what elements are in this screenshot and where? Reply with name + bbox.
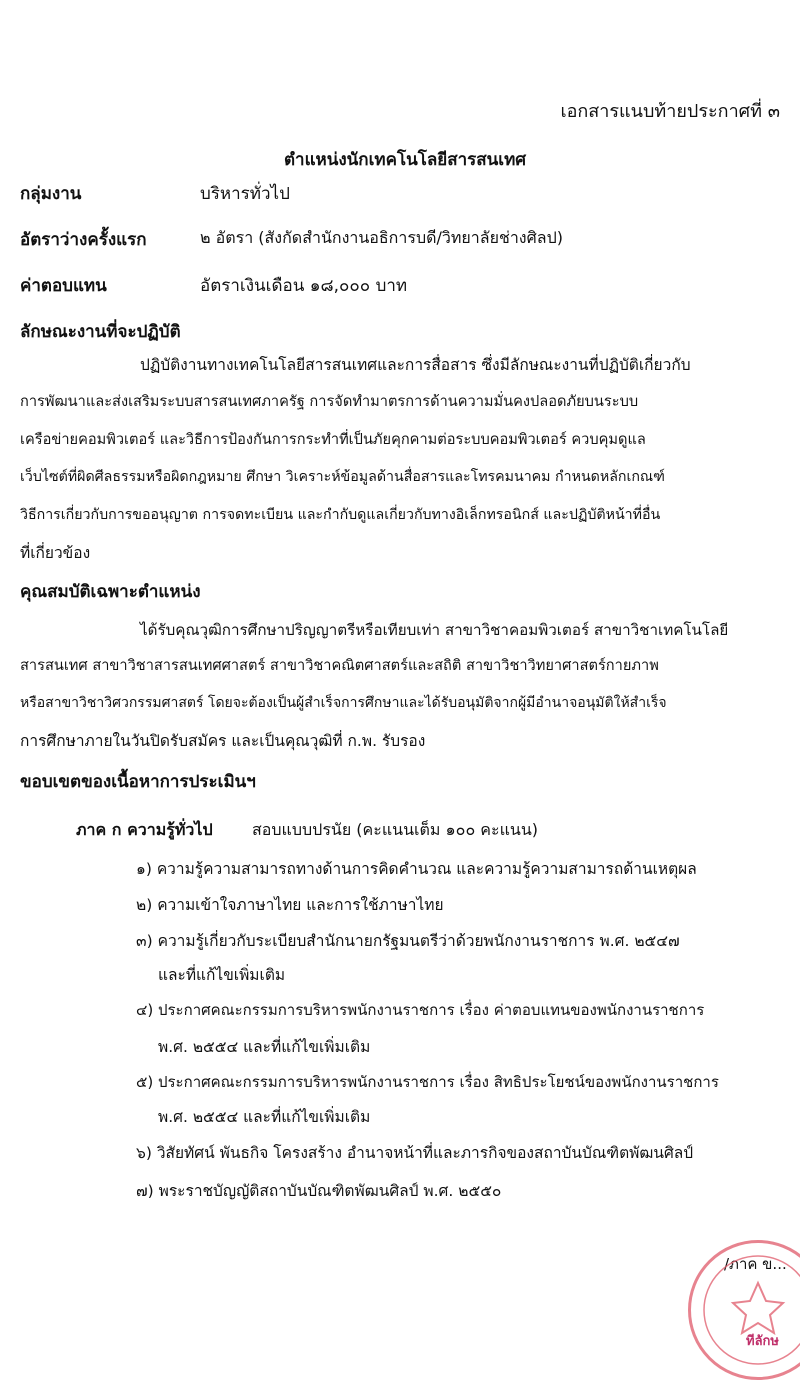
duties-line: เครือข่ายคอมพิวเตอร์ และวิธีการป้องกันการกระทำที่เป็นภัยคุกคามต่อระบบคอมพิวเตอร์ ควบคุมดูแล xyxy=(20,431,646,448)
qualification-line: การศึกษาภายในวันปิดรับสมัคร และเป็นคุณวุฒิที่ ก.พ. รับรอง xyxy=(20,732,426,750)
duties-line: การพัฒนาและส่งเสริมระบบสารสนเทศภาครัฐ การจัดทำมาตรการด้านความมั่นคงปลอดภัยบนระบบ xyxy=(20,393,639,410)
scope-item: ๗) พระราชบัญญัติสถาบันบัณฑิตพัฒนศิลป์ พ.ศ. ๒๕๕๐ xyxy=(136,1182,502,1200)
scope-heading: ขอบเขตของเนื้อหาการประเมินฯ xyxy=(20,772,256,792)
field-group-value: บริหารทั่วไป xyxy=(200,184,290,204)
qualification-line: สารสนเทศ สาขาวิชาสารสนเทศศาสตร์ สาขาวิชาคณิตศาสตร์และสถิติ สาขาวิชาวิทยาศาสตร์กายภาพ xyxy=(20,657,659,674)
scope-item-continuation: และที่แก้ไขเพิ่มเติม xyxy=(158,966,286,984)
scope-item: ๕) ประกาศคณะกรรมการบริหารพนักงานราชการ เรื่อง สิทธิประโยชน์ของพนักงานราชการ xyxy=(136,1073,719,1091)
scope-item-continuation: พ.ศ. ๒๕๕๔ และที่แก้ไขเพิ่มเติม xyxy=(158,1108,371,1126)
part-description: สอบแบบปรนัย (คะแนนเต็ม ๑๐๐ คะแนน) xyxy=(252,820,539,839)
duties-line: ที่เกี่ยวข้อง xyxy=(20,544,91,562)
scope-item: ๔) ประกาศคณะกรรมการบริหารพนักงานราชการ เรื่อง ค่าตอบแทนของพนักงานราชการ xyxy=(136,1001,705,1019)
qualification-line: ได้รับคุณวุฒิการศึกษาปริญญาตรีหรือเทียบเท่า สาขาวิชาคอมพิวเตอร์ สาขาวิชาเทคโนโลยี xyxy=(140,621,729,639)
scope-item: ๒) ความเข้าใจภาษาไทย และการใช้ภาษาไทย xyxy=(136,896,444,914)
scope-item: ๑) ความรู้ความสามารถทางด้านการคิดคำนวณ และความรู้ความสามารถด้านเหตุผล xyxy=(136,860,697,878)
duties-heading: ลักษณะงานที่จะปฏิบัติ xyxy=(20,322,181,342)
seal-emblem-icon xyxy=(691,1243,800,1377)
field-group-label: กลุ่มงาน xyxy=(20,184,82,204)
field-vacancy-label: อัตราว่างครั้งแรก xyxy=(20,230,147,250)
scope-item-continuation: พ.ศ. ๒๕๕๔ และที่แก้ไขเพิ่มเติม xyxy=(158,1038,371,1056)
continued-marker: /ภาค ข... xyxy=(724,1255,787,1273)
field-salary-label: ค่าตอบแทน xyxy=(20,276,107,296)
part-title: ภาค ก ความรู้ทั่วไป xyxy=(76,820,213,839)
field-salary-value: อัตราเงินเดือน ๑๘,๐๐๐ บาท xyxy=(200,276,408,296)
field-vacancy-value: ๒ อัตรา (สังกัดสำนักงานอธิการบดี/วิทยาลัยช่างศิลป) xyxy=(200,228,563,247)
scope-item: ๓) ความรู้เกี่ยวกับระเบียบสำนักนายกรัฐมนตรีว่าด้วยพนักงานราชการ พ.ศ. ๒๕๔๗ xyxy=(136,932,680,950)
signature: ทีลักษ xyxy=(746,1334,779,1349)
duties-line: ปฏิบัติงานทางเทคโนโลยีสารสนเทศและการสื่อสาร ซึ่งมีลักษณะงานที่ปฏิบัติเกี่ยวกับ xyxy=(140,356,691,374)
qualification-line: หรือสาขาวิชาวิศวกรรมศาสตร์ โดยจะต้องเป็นผู้สำเร็จการศึกษาและได้รับอนุมัติจากผู้มีอำนาจอนุมัติให้สำเร็จ xyxy=(20,695,667,711)
attachment-label: เอกสารแนบท้ายประกาศที่ ๓ xyxy=(560,101,780,122)
official-seal xyxy=(688,1240,800,1380)
scope-item: ๖) วิสัยทัศน์ พันธกิจ โครงสร้าง อำนาจหน้าที่และภารกิจของสถาบันบัณฑิตพัฒนศิลป์ xyxy=(136,1144,694,1162)
duties-line: เว็บไซต์ที่ผิดศีลธรรมหรือผิดกฎหมาย ศึกษา วิเคราะห์ข้อมูลด้านสื่อสารและโทรคมนาคม กำหนดหลักเกณฑ์ xyxy=(20,469,665,485)
position-title: ตำแหน่งนักเทคโนโลยีสารสนเทศ xyxy=(284,150,527,170)
duties-line: วิธีการเกี่ยวกับการขออนุญาต การจดทะเบียน และกำกับดูแลเกี่ยวกับทางอิเล็กทรอนิกส์ และปฏิบัติหน้าที่อื่น xyxy=(20,507,661,523)
qualifications-heading: คุณสมบัติเฉพาะตำแหน่ง xyxy=(20,582,201,602)
